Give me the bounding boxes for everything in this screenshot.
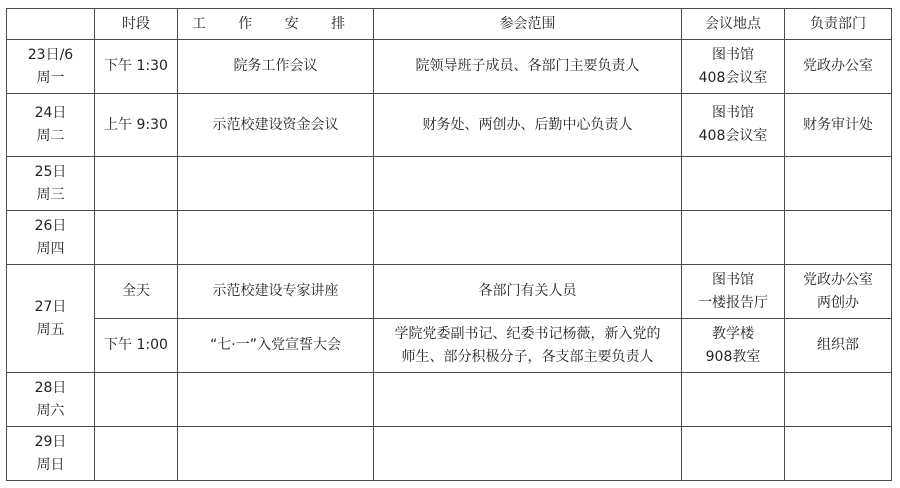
weekday-line: 周四 [36, 240, 65, 257]
header-work [178, 9, 374, 40]
date-cell [7, 157, 95, 211]
work-cell: 院务工作会议 [178, 40, 374, 94]
participants-cell [374, 211, 682, 265]
weekday-line: 周五 [36, 321, 65, 338]
period-cell [95, 211, 178, 265]
participants-cell [374, 319, 682, 373]
location-line: 408会议室 [698, 128, 768, 144]
department-cell [785, 157, 892, 211]
department-cell [785, 265, 892, 319]
department-cell [785, 40, 892, 94]
header-department: 负责部门 [785, 9, 892, 40]
period-cell: 下午 1:00 [95, 319, 178, 373]
date-line: 26日 [34, 217, 67, 234]
date-cell [7, 40, 95, 94]
department-line: 党政办公室 [803, 58, 873, 74]
participants-line: 学院党委副书记、纪委书记杨薇，新入党的 [394, 325, 661, 342]
location-cell [682, 211, 785, 265]
header-row [7, 9, 892, 40]
participants-cell [374, 40, 682, 94]
location-line: 908教室 [705, 348, 761, 365]
work-cell [178, 373, 374, 427]
table-row [7, 40, 892, 94]
period-cell [95, 373, 178, 427]
date-line: 28日 [34, 379, 67, 396]
participants-cell [374, 157, 682, 211]
department-cell [785, 373, 892, 427]
work-cell: 示范校建设专家讲座 [178, 265, 374, 319]
period-cell [95, 157, 178, 211]
location-line: 一楼报告厅 [698, 294, 768, 311]
header-location: 会议地点 [682, 9, 785, 40]
department-line: 两创办 [817, 294, 859, 311]
weekday-line: 周六 [36, 402, 65, 419]
participants-line: 各部门有关人员 [478, 283, 577, 299]
participants-cell [374, 94, 682, 157]
location-cell [682, 319, 785, 373]
date-line: 27日 [34, 298, 67, 315]
participants-cell [374, 265, 682, 319]
table-row [7, 319, 892, 373]
location-cell [682, 40, 785, 94]
participants-line: 师生、部分积极分子，各支部主要负责人 [401, 348, 654, 365]
location-line: 408会议室 [698, 69, 768, 86]
participants-line: 财务处、两创办、后勤中心负责人 [422, 116, 633, 133]
period-cell [95, 427, 178, 481]
date-cell [7, 94, 95, 157]
date-cell [7, 427, 95, 481]
date-line: 29日 [34, 433, 67, 450]
period-cell: 上午 9:30 [95, 94, 178, 157]
weekday-line: 周三 [36, 186, 65, 203]
period-cell: 下午 1:30 [95, 40, 178, 94]
header-participants: 参会范围 [374, 9, 682, 40]
table-row [7, 211, 892, 265]
department-cell [785, 319, 892, 373]
table-row [7, 427, 892, 481]
weekday-line: 周日 [36, 456, 65, 473]
work-cell [178, 427, 374, 481]
department-cell [785, 427, 892, 481]
table-row [7, 373, 892, 427]
location-cell [682, 265, 785, 319]
location-line: 教学楼 [712, 325, 754, 342]
weekday-line: 周二 [36, 128, 65, 144]
location-cell [682, 373, 785, 427]
date-cell [7, 265, 95, 373]
date-cell [7, 373, 95, 427]
location-line: 图书馆 [712, 105, 754, 121]
date-line: 24日 [34, 105, 67, 121]
department-cell [785, 94, 892, 157]
table-row [7, 265, 892, 319]
department-cell [785, 211, 892, 265]
work-cell [178, 157, 374, 211]
department-line: 组织部 [817, 337, 859, 353]
header-period: 时段 [95, 9, 178, 40]
participants-line: 院领导班子成员、各部门主要负责人 [415, 58, 640, 74]
table-row [7, 157, 892, 211]
table-row [7, 94, 892, 157]
work-cell: 示范校建设资金会议 [178, 94, 374, 157]
participants-cell [374, 427, 682, 481]
period-cell: 全天 [95, 265, 178, 319]
participants-cell [374, 373, 682, 427]
work-cell: “七·一”入党宣誓大会 [178, 319, 374, 373]
meeting-schedule-table [6, 8, 892, 481]
location-line: 图书馆 [712, 271, 754, 288]
date-cell [7, 211, 95, 265]
date-line: 25日 [34, 163, 67, 180]
date-line: 23日/6 [27, 46, 74, 63]
department-line: 财务审计处 [803, 116, 873, 133]
location-cell [682, 157, 785, 211]
location-cell [682, 94, 785, 157]
location-line: 图书馆 [712, 46, 754, 63]
work-cell [178, 211, 374, 265]
header-work-label: 工 作 安 排 [191, 16, 360, 32]
weekday-line: 周一 [36, 69, 65, 86]
department-line: 党政办公室 [803, 271, 873, 288]
header-date [7, 9, 95, 40]
location-cell [682, 427, 785, 481]
